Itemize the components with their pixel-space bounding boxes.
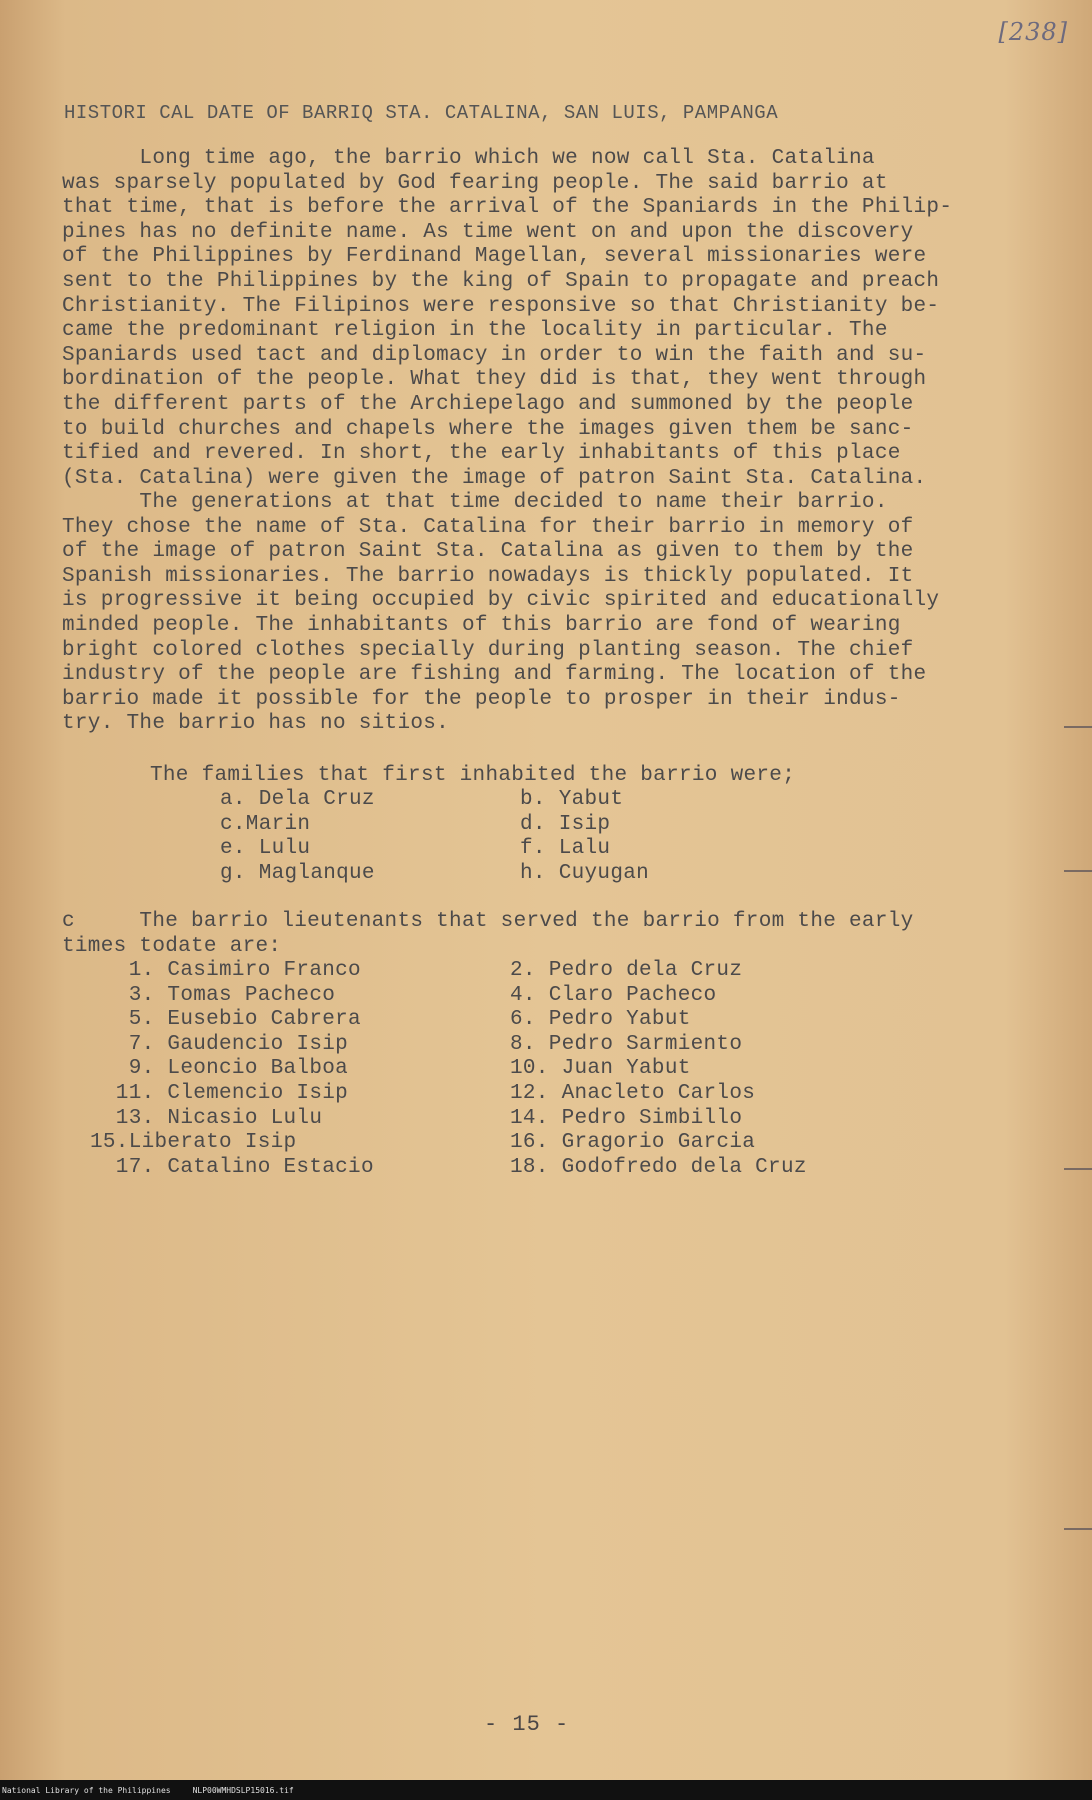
families-list [220, 788, 760, 886]
list-item: 10. Juan Yabut [510, 1057, 691, 1081]
list-item: 9. Leoncio Balboa [90, 1057, 349, 1081]
binding-edge-mark [1064, 870, 1092, 872]
archive-page-mark: [238] [998, 18, 1068, 46]
lieutenants-list [90, 959, 870, 1180]
list-item: 15.Liberato Isip [90, 1131, 297, 1155]
scan-footer [0, 1780, 1092, 1800]
list-item: 5. Eusebio Cabrera [90, 1008, 361, 1032]
list-item: c.Marin [220, 812, 311, 836]
lieutenants-intro: c The barrio lieutenants that served the barrio from the early times todate are: [62, 910, 914, 958]
list-item: 12. Anacleto Carlos [510, 1081, 756, 1105]
list-item: 14. Pedro Simbillo [510, 1106, 743, 1130]
scan-filename: NLP00WMHDSLP15016.tif [192, 1785, 294, 1795]
list-item: 13. Nicasio Lulu [90, 1106, 323, 1130]
list-item: g. Maglanque [220, 861, 375, 885]
list-item: f. Lalu [520, 837, 611, 861]
paragraph-origin: Long time ago, the barrio which we now call Sta. Catalina was sparsely populated by God fearing people. The said barrio at that time, that is before the arrival of the Spaniards in the Philip- pines has no definite name. As time went on and upon the discovery of the Philippines by Ferdinand Magellan, several missionaries were sent to the Philippines by the king of Spain to propagate and preach Christianity. The Filipinos were responsive so that Christianity be- came the predominant religion in the locality in particular. The Spaniards used tact and diplomacy in order to win the faith and su- bordination of the people. What they did is that, they went through the different parts of the Archiepelago and summoned by the people to build churches and chapels where the images given them be sanc- tified and revered. In short, the early inhabitants of this place (Sta. Catalina) were given the image of patron Saint Sta. Catalina. [62, 147, 953, 490]
list-item: 18. Godofredo dela Cruz [510, 1155, 807, 1179]
paragraph-naming: The generations at that time decided to name their barrio. They chose the name of Sta. Catalina for their barrio in memory of of the image of patron Saint Sta. Catalina as given to them by the Spanish missionaries. The barrio nowadays is thickly populated. It is progressive it being occupied by civic spirited and educationally minded people. The inhabitants of this barrio are fond of wearing bright colored clothes specially during planting season. The chief industry of the people are fishing and farming. The location of the barrio made it possible for the people to prosper in their indus- try. The barrio has no sitios. [62, 491, 940, 736]
library-credit: National Library of the Philippines [2, 1785, 171, 1795]
list-item: 7. Gaudencio Isip [90, 1032, 349, 1056]
list-item: 16. Gragorio Garcia [510, 1131, 756, 1155]
families-intro: The families that first inhabited the barrio were; [150, 764, 796, 787]
list-item: 17. Catalino Estacio [90, 1155, 374, 1179]
list-item: 11. Clemencio Isip [90, 1081, 349, 1105]
list-item: 2. Pedro dela Cruz [510, 959, 743, 982]
list-item: 3. Tomas Pacheco [90, 983, 336, 1007]
binding-edge-mark [1064, 726, 1092, 728]
list-item: b. Yabut [520, 788, 624, 811]
list-item: 1. Casimiro Franco [90, 959, 361, 982]
binding-edge-mark [1064, 1528, 1092, 1530]
list-item: 6. Pedro Yabut [510, 1008, 691, 1032]
list-item: 4. Claro Pacheco [510, 983, 717, 1007]
page-number: - 15 - [484, 1712, 570, 1737]
list-item: a. Dela Cruz [220, 788, 375, 811]
list-item: h. Cuyugan [520, 861, 650, 885]
list-item: e. Lulu [220, 837, 311, 861]
binding-edge-mark [1064, 1168, 1092, 1170]
list-item: d. Isip [520, 812, 611, 836]
document-title: HISTORI CAL DATE OF BARRIQ STA. CATALINA, SAN LUIS, PAMPANGA [64, 102, 779, 124]
list-item: 8. Pedro Sarmiento [510, 1032, 743, 1056]
